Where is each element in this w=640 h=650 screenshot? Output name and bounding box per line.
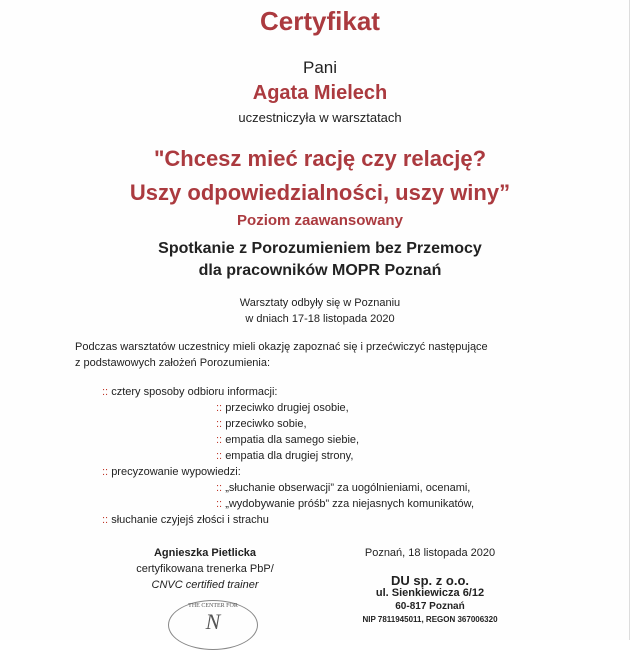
subtitle-line1: Spotkanie z Porozumieniem bez Przemocy [158, 240, 482, 257]
list-item [0, 464, 640, 480]
company-name: DU sp. z o.o. [391, 573, 469, 588]
bullet-marker: :: [216, 402, 223, 414]
workshop-place: Warsztaty odbyły się w Poznaniu [239, 297, 401, 309]
bullet-marker: :: [216, 434, 223, 446]
list-item [0, 512, 640, 528]
bullet-marker: :: [102, 514, 109, 526]
workshop-title-line1: "Chcesz mieć rację czy relację? [153, 146, 487, 171]
trainer-role-en: CNVC certified trainer [151, 579, 259, 591]
recipient-name: Agata Mielech [252, 82, 388, 104]
bullet-marker: :: [216, 498, 223, 510]
bullet-marker: :: [102, 386, 109, 398]
intro-line2: z podstawowych założeń Porozumienia: [75, 357, 271, 369]
company-city: 60-817 Poznań [395, 601, 465, 612]
workshop-title-line2: Uszy odpowiedzialności, uszy winy” [129, 180, 511, 205]
list-item-text: „wydobywanie próśb” zza niejasnych komunikatów, [225, 498, 475, 510]
list-item [0, 416, 640, 432]
intro-line1: Podczas warsztatów uczestnicy mieli okazję zapoznać się i przećwiczyć następujące [75, 341, 488, 353]
list-item-text: słuchanie czyjejś złości i strachu [111, 514, 269, 526]
trainer-signature-block [95, 545, 315, 593]
list-item-text: precyzowanie wypowiedzi: [111, 466, 241, 478]
company-ids: NIP 7811945011, REGON 367006320 [362, 615, 498, 624]
intro-paragraph [75, 339, 488, 371]
bullet-marker: :: [102, 466, 109, 478]
bullet-marker: :: [216, 450, 223, 462]
list-item-text: empatia dla samego siebie, [225, 434, 360, 446]
list-item-text: „słuchanie obserwacji” za uogólnieniami, ocenami, [225, 482, 471, 494]
company-stamp [330, 574, 530, 626]
subtitle-line2: dla pracowników MOPR Poznań [198, 262, 442, 279]
workshop-dates: w dniach 17-18 listopada 2020 [245, 313, 395, 325]
trainer-name: Agnieszka Pietlicka [153, 547, 257, 559]
company-street: ul. Sienkiewicza 6/12 [375, 587, 485, 599]
list-item [0, 448, 640, 464]
salutation: Pani [302, 58, 338, 77]
list-item [0, 400, 640, 416]
list-item-text: przeciwko drugiej osobie, [225, 402, 349, 414]
trainer-role: certyfikowana trenerka PbP/ [136, 563, 274, 575]
certificate-title: Certyfikat [260, 6, 380, 36]
workshop-level: Poziom zaawansowany [237, 212, 403, 229]
list-item [0, 384, 640, 400]
bullet-marker: :: [216, 418, 223, 430]
list-item [0, 480, 640, 496]
list-item-text: przeciwko sobie, [225, 418, 307, 430]
list-item [0, 496, 640, 512]
list-item-text: empatia dla drugiej strony, [225, 450, 354, 462]
cnvc-seal-logo: THE CENTER FOR N [168, 600, 258, 650]
issue-date: Poznań, 18 listopada 2020 [364, 547, 496, 559]
list-item [0, 432, 640, 448]
bullet-marker: :: [216, 482, 223, 494]
list-item-text: cztery sposoby odbioru informacji: [111, 386, 278, 398]
topic-list [0, 384, 640, 528]
seal-text: THE CENTER FOR [188, 603, 238, 609]
participation-text: uczestniczyła w warsztatach [238, 110, 402, 125]
